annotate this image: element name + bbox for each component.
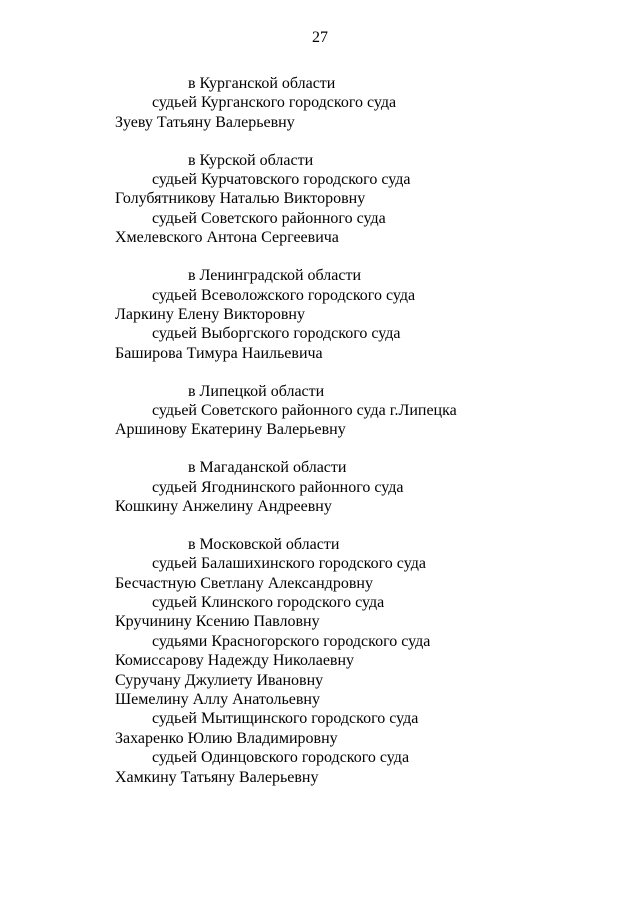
person-name-line: Хмелевского Антона Сергеевича [115, 229, 339, 247]
region-heading: в Ленинградской области [188, 267, 361, 285]
person-name-line: Хамкину Татьяну Валерьевну [115, 768, 319, 786]
court-appointment-line: судьей Советского районного суда [152, 209, 386, 227]
person-name-line: Кручинину Ксению Павловну [115, 613, 320, 631]
court-appointment-line: судьями Красногорского городского суда [152, 632, 431, 650]
region-section [0, 151, 640, 248]
person-name-line: Зуеву Татьяну Валерьевну [115, 113, 295, 131]
person-name-line: Ларкину Елену Викторовну [115, 305, 305, 323]
court-appointment-line: судьей Советского районного суда г.Липецка [152, 401, 457, 419]
region-section [0, 535, 640, 787]
person-name-line: Бесчастную Светлану Александровну [115, 574, 373, 592]
person-name-line: Суручану Джулиету Ивановну [115, 671, 324, 689]
region-heading: в Московской области [188, 535, 340, 553]
person-name-line: Аршинову Екатерину Валерьевну [115, 421, 346, 439]
page-number: 27 [312, 29, 328, 46]
person-name-line: Комиссарову Надежду Николаевну [115, 652, 355, 670]
person-name-line: Захаренко Юлию Владимировну [115, 729, 338, 747]
region-heading: в Курской области [188, 151, 314, 169]
region-heading: в Магаданской области [188, 459, 347, 477]
region-section [0, 382, 640, 440]
court-appointment-line: судьей Всеволожского городского суда [152, 286, 416, 304]
document-body [0, 74, 640, 787]
court-appointment-line: судьей Балашихинского городского суда [152, 555, 426, 573]
court-appointment-line: судьей Одинцовского городского суда [152, 749, 410, 767]
court-appointment-line: судьей Выборгского городского суда [152, 325, 401, 343]
court-appointment-line: судьей Ягоднинского районного суда [152, 478, 404, 496]
region-section [0, 266, 640, 363]
person-name-line: Баширова Тимура Наильевича [115, 344, 323, 362]
court-appointment-line: судьей Мытищинского городского суда [152, 710, 419, 728]
region-section [0, 74, 640, 132]
region-heading: в Курганской области [188, 75, 336, 92]
court-appointment-line: судьей Клинского городского суда [152, 594, 385, 612]
region-section [0, 458, 640, 516]
court-appointment-line: судьей Курганского городского суда [152, 94, 397, 112]
court-appointment-line: судьей Курчатовского городского суда [152, 171, 411, 189]
person-name-line: Кошкину Анжелину Андреевну [115, 498, 332, 516]
region-heading: в Липецкой области [188, 382, 325, 400]
person-name-line: Голубятникову Наталью Викторовну [115, 190, 366, 208]
person-name-line: Шемелину Аллу Анатольевну [115, 691, 320, 709]
